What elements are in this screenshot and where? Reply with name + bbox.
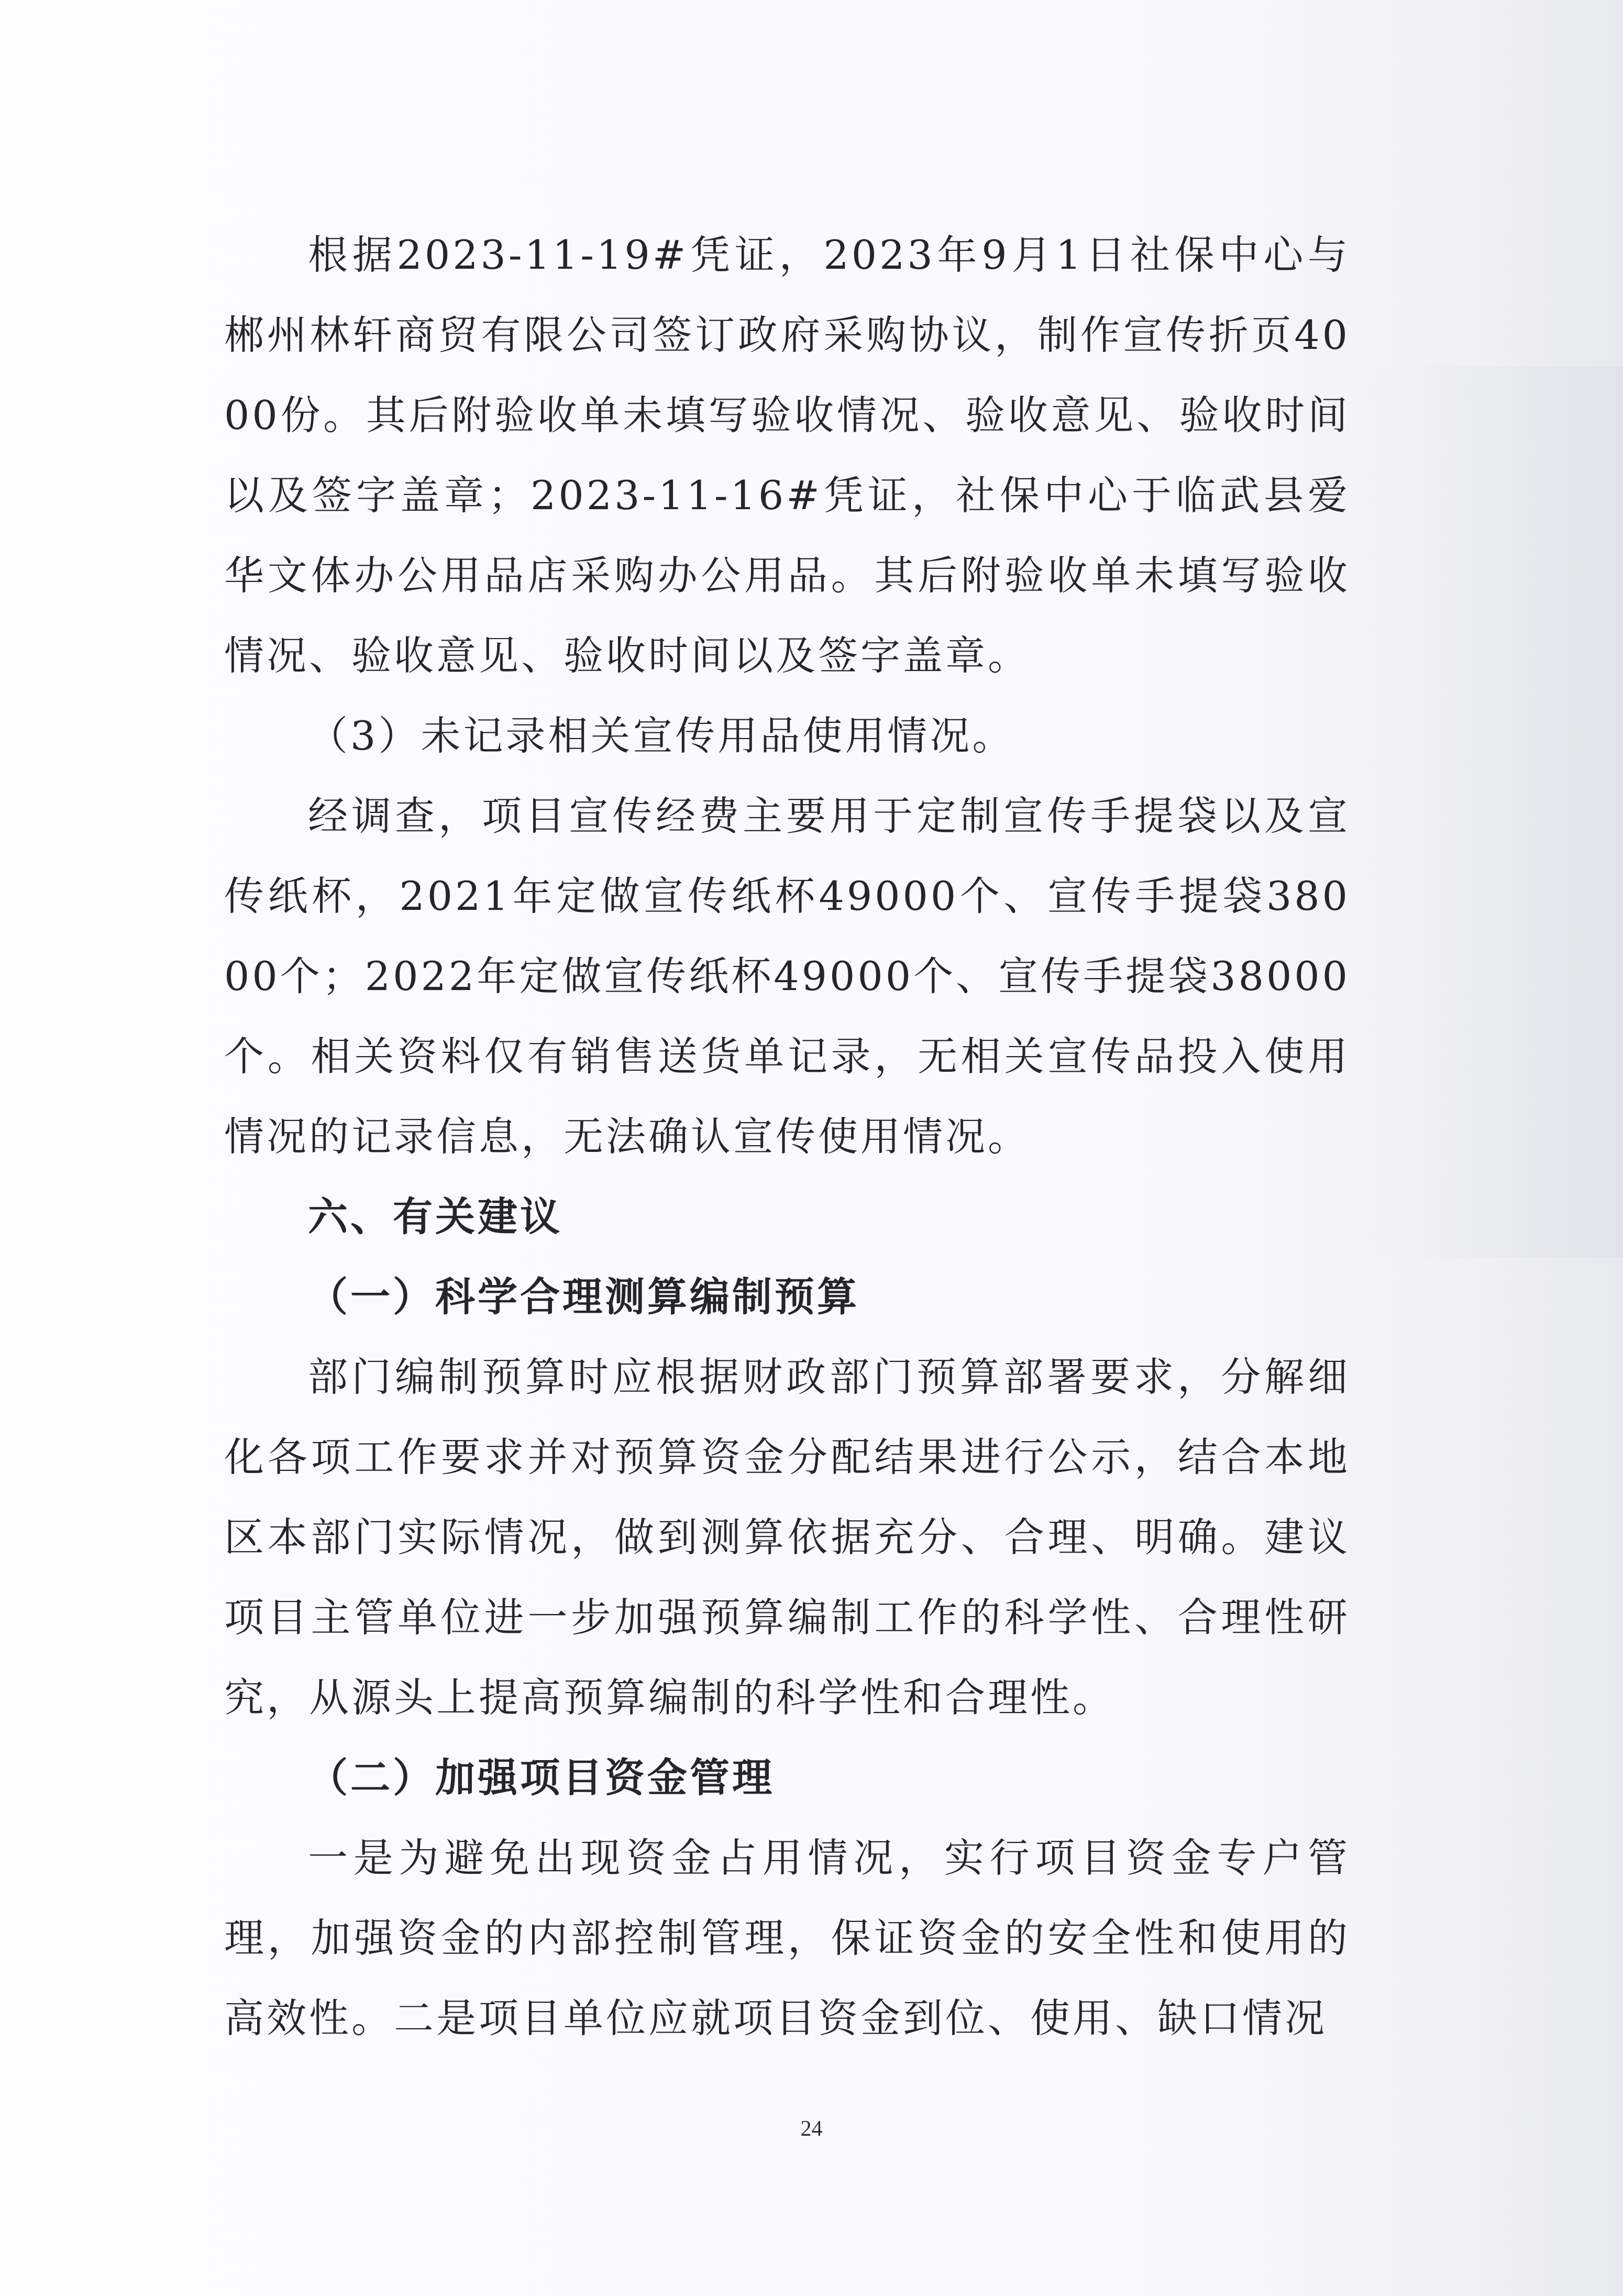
document-body [224, 215, 1350, 2058]
subheading-budget: （一）科学合理测算编制预算 [308, 1273, 859, 1320]
paragraph-fund-management: 一是为避免出现资金占用情况，实行项目资金专户管理，加强资金的内部控制管理，保证资金的安全性和使用的高效性。二是项目单位应就项目资金到位、使用、缺口情况 [224, 1834, 1350, 2041]
paragraph-voucher-acceptance: 根据2023-11-19#凭证，2023年9月1日社保中心与郴州林轩商贸有限公司签订政府采购协议，制作宣传折页4000份。其后附验收单未填写验收情况、验收意见、验收时间以及签字盖章；2023-11-16#凭证，社保中心于临武县爱华文体办公用品店采购办公用品。其后附验收单未填写验收情况、验收意见、验收时间以及签字盖章。 [224, 232, 1350, 679]
paragraph-budget: 部门编制预算时应根据财政部门预算部署要求，分解细化各项工作要求并对预算资金分配结果进行公示，结合本地区本部门实际情况，做到测算依据充分、合理、明确。建议项目主管单位进一步加强预算编制工作的科学性、合理性研究，从源头上提高预算编制的科学性和合理性。 [224, 1354, 1350, 1721]
section-heading-suggestions: 六、有关建议 [308, 1193, 562, 1240]
page-number: 24 [800, 2117, 823, 2141]
scan-shadow [1361, 367, 1623, 1257]
paragraph-investigation: 经调查，项目宣传经费主要用于定制宣传手提袋以及宣传纸杯，2021年定做宣传纸杯49000个、宣传手提袋38000个；2022年定做宣传纸杯49000个、宣传手提袋38000个。相关资料仅有销售送货单记录，无相关宣传品投入使用情况的记录信息，无法确认宣传使用情况。 [224, 793, 1350, 1160]
subheading-fund-management: （二）加强项目资金管理 [308, 1754, 775, 1801]
paragraph-item-3: （3）未记录相关宣传用品使用情况。 [308, 712, 1015, 759]
